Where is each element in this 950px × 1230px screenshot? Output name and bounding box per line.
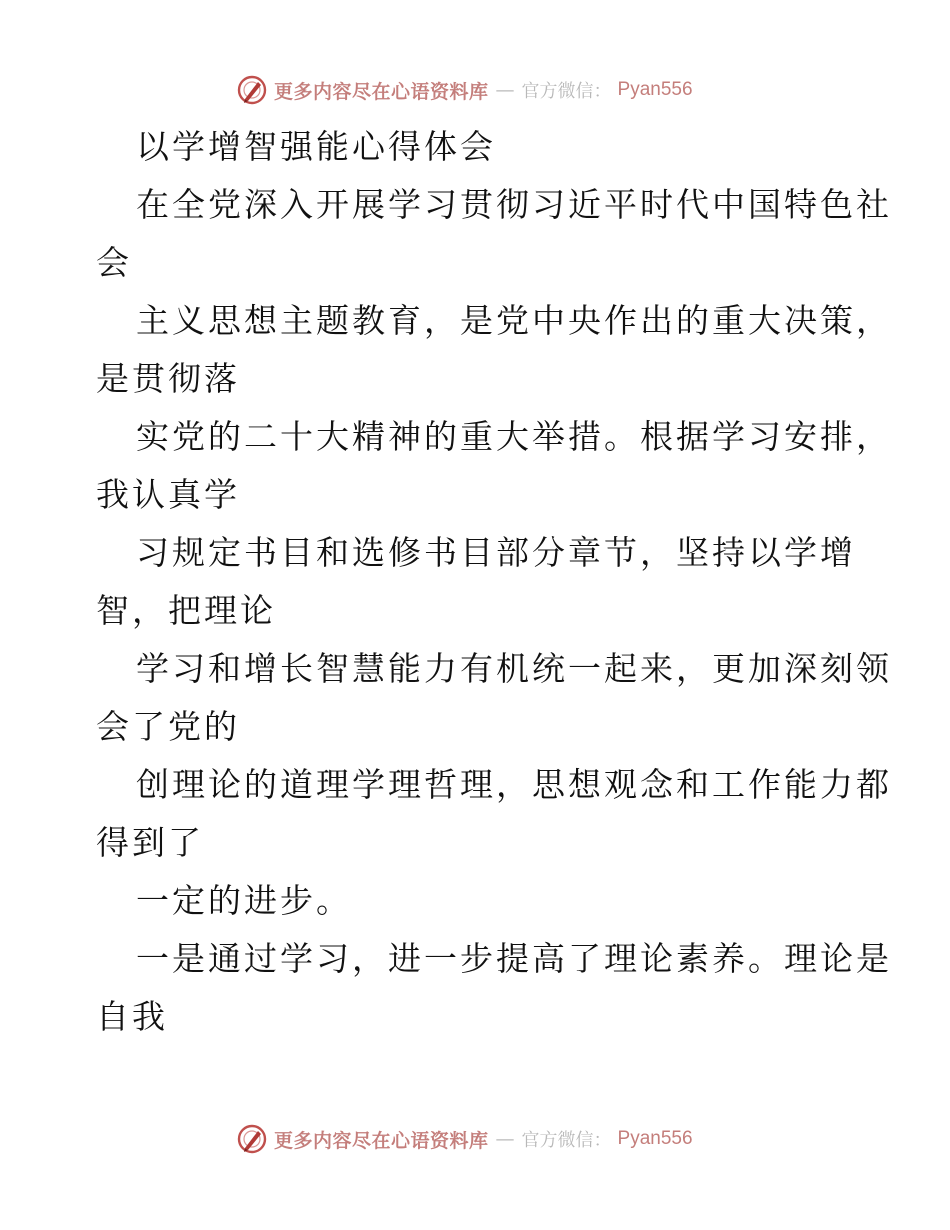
- text-line: 智，把理论: [96, 591, 276, 630]
- text-line: 是贯彻落: [96, 359, 240, 398]
- document-body: [96, 118, 892, 1046]
- text-line: 学习和增长智慧能力有机统一起来，更加深刻领: [136, 649, 892, 688]
- banner-site-text: 更多内容尽在心语资料库: [274, 80, 489, 103]
- banner-wechat-label: 官方微信：: [521, 81, 612, 102]
- text-line: 会: [96, 243, 132, 282]
- text-line: 我认真学: [96, 475, 240, 514]
- banner-dash: —: [495, 79, 515, 101]
- logo-pen-icon: [236, 1123, 268, 1155]
- banner-wechat-id: Pyan556: [617, 79, 693, 100]
- text-line: 一定的进步。: [136, 881, 352, 920]
- text-line: 在全党深入开展学习贯彻习近平时代中国特色社: [136, 185, 892, 224]
- text-line: 自我: [96, 997, 168, 1036]
- text-line: 会了党的: [96, 707, 240, 746]
- logo-pen-icon: [236, 74, 268, 106]
- text-line: 得到了: [96, 823, 204, 862]
- paragraph-lines: [96, 176, 892, 1046]
- document-title: 以学增智强能心得体会: [136, 127, 496, 166]
- text-line: 一是通过学习，进一步提高了理论素养。理论是: [136, 939, 892, 978]
- text-line: 实党的二十大精神的重大举措。根据学习安排，: [136, 417, 892, 456]
- footer-banner[interactable]: [236, 1122, 693, 1156]
- text-line: 习规定书目和选修书目部分章节，坚持以学增: [136, 533, 856, 572]
- banner-wechat-label: 官方微信：: [521, 1130, 612, 1151]
- text-line: 创理论的道理学理哲理，思想观念和工作能力都: [136, 765, 892, 804]
- banner-dash: —: [495, 1128, 515, 1150]
- banner-site-text: 更多内容尽在心语资料库: [274, 1129, 489, 1152]
- header-banner[interactable]: [236, 73, 693, 107]
- text-line: 主义思想主题教育，是党中央作出的重大决策，: [136, 301, 892, 340]
- banner-wechat-id: Pyan556: [617, 1128, 693, 1149]
